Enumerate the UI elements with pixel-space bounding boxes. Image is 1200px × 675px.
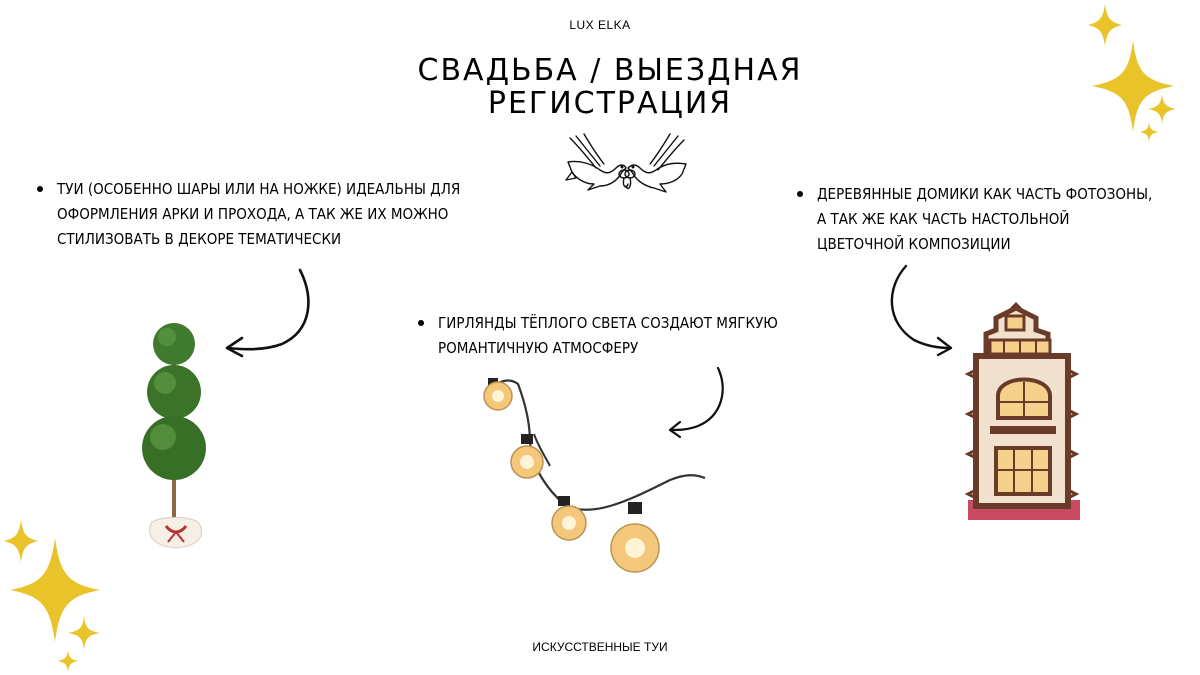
sparkle-icon: [1148, 94, 1176, 124]
curved-arrow-icon: [884, 264, 956, 356]
topiary-tree-image: [136, 320, 216, 552]
bullet-garland-text: ГИРЛЯНДЫ ТЁПЛОГО СВЕТА СОЗДАЮТ МЯГКУЮ РОМАНТИЧНУЮ АТМОСФЕРУ: [438, 314, 778, 357]
bullet-topiary: [57, 177, 477, 252]
bullet-topiary-text: ТУИ (ОСОБЕННО ШАРЫ ИЛИ НА НОЖКЕ) ИДЕАЛЬНЫ ДЛЯ ОФОРМЛЕНИЯ АРКИ И ПРОХОДА, А ТАК ЖЕ ИХ МОЖНО СТИЛИЗОВАТЬ В ДЕКОРЕ ТЕМАТИЧЕСКИ: [57, 180, 461, 248]
bulb: [484, 378, 512, 410]
curved-arrow-icon: [222, 268, 318, 358]
bullet-dot: [797, 191, 803, 197]
brand-name: LUX ELKA: [569, 18, 631, 32]
page-title: [300, 54, 920, 120]
title-line-2: РЕГИСТРАЦИЯ: [487, 86, 733, 121]
wooden-house-image: [966, 300, 1082, 522]
bullet-dot: [37, 186, 43, 192]
bullet-garland: [438, 311, 818, 361]
bullet-dot: [418, 320, 424, 326]
title-line-1: СВАДЬБА / ВЫЕЗДНАЯ: [417, 53, 803, 88]
doves-icon: [566, 134, 688, 214]
footer-caption: ИСКУССТВЕННЫЕ ТУИ: [532, 640, 668, 654]
bullet-wooden-house: [817, 182, 1157, 257]
string-lights-image: [480, 370, 710, 580]
bullet-wooden-house-text: ДЕРЕВЯННЫЕ ДОМИКИ КАК ЧАСТЬ ФОТОЗОНЫ, А ТАК ЖЕ КАК ЧАСТЬ НАСТОЛЬНОЙ ЦВЕТОЧНОЙ КОМПОЗИЦИИ: [817, 185, 1153, 253]
sparkle-icon: [1140, 122, 1158, 142]
